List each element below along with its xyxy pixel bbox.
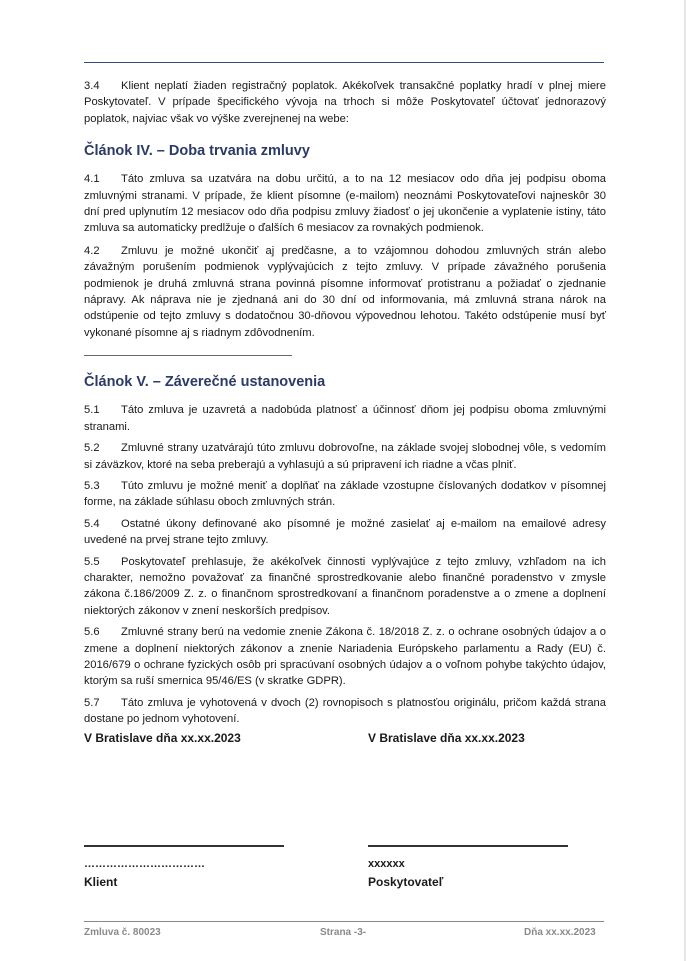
clause-text: Táto zmluva je uzavretá a nadobúda platnosť a účinnosť dňom jej podpisu oboma zmluvnými stranami. xyxy=(84,404,606,433)
clause-number: 5.6 xyxy=(84,626,100,639)
article-4-heading: Článok IV. – Doba trvania zmluvy xyxy=(84,143,310,160)
clause-text: Túto zmluvu je možné meniť a doplňať na základe vzostupne číslovaných dodatkov v písomnej forme, na základe súhlasu oboch zmluvných strán. xyxy=(84,479,606,509)
client-signature-line xyxy=(84,845,284,847)
clause-5-5 xyxy=(84,554,606,620)
clause-5-2 xyxy=(84,440,606,473)
footer-date: Dňa xx.xx.2023 xyxy=(524,927,596,938)
clause-number: 3.4 xyxy=(84,80,100,92)
clause-number: 5.4 xyxy=(84,517,100,530)
client-name: …………………………… xyxy=(84,858,205,870)
section-divider xyxy=(84,355,292,356)
clause-text: Zmluvné strany uzatvárajú túto zmluvu dobrovoľne, na základe svojej slobodnej vôle, s vedomím si záväzkov, ktoré na seba preberajú a vyhlasujú a sú pripravení ich riadne a včas plniť. xyxy=(84,442,606,471)
place-date-right: V Bratislave dňa xx.xx.2023 xyxy=(368,731,525,745)
clause-text: Zmluvu je možné ukončiť aj predčasne, a to vzájomnou dohodou zmluvných strán alebo závažným porušením podmienok vyplývajúcich z tejto zmluvy. V prípade závažného porušenia podmienok je druhá zmluvná strana povinná písomne informovať protistranu a požiadať o zjednanie nápravy. Ak náprava nie je zjednaná ani do 30 dní od informovania, má zmluvná strana nárok na odstúpenie od tejto zmluvy s dodatočnou 30-dňovou výpovednou lehotou. Takéto odstúpenie musí byť vykonané písomne aj s riadnym zdôvodnením. xyxy=(84,244,606,339)
provider-signature-line xyxy=(368,845,568,847)
provider-role: Poskytovateľ xyxy=(368,875,444,889)
footer-contract-number: Zmluva č. 80023 xyxy=(84,927,161,938)
clause-5-6 xyxy=(84,624,606,690)
clause-text: Klient neplatí žiaden registračný poplatok. Akékoľvek transakčné poplatky hradí v plnej miere Poskytovateľ. V prípade špecifického vývoja na trhoch si môže Poskytovateľ účtovať jednorazový poplatok, najviac však vo výške zverejnenej na webe: xyxy=(84,80,606,125)
clause-number: 5.3 xyxy=(84,479,100,492)
footer-page-number: Strana -3- xyxy=(320,927,367,938)
clause-number: 5.2 xyxy=(84,442,100,455)
clause-text: Ostatné úkony definované ako písomné je možné zasielať aj e-mailom na emailové adresy uvedené na prvej strane tejto zmluvy. xyxy=(84,517,606,547)
clause-number: 4.1 xyxy=(84,173,100,186)
footer-rule xyxy=(84,921,604,922)
clause-5-4 xyxy=(84,516,606,549)
provider-name: xxxxxx xyxy=(368,858,405,870)
clause-5-1 xyxy=(84,402,606,435)
clause-5-7 xyxy=(84,695,606,728)
clause-number: 4.2 xyxy=(84,244,100,257)
clause-text: Poskytovateľ prehlasuje, že akékoľvek činnosti vyplývajúce z tejto zmluvy, vzhľadom na ich charakter, nemožno považovať za finančné sprostredkovanie alebo finančné poradenstvo v zmysle zákona č.186/2009 Z. z. o finančnom sprostredkovaní a finančnom poradenstve a o zmene a doplnení niektorých zákonov v znení neskorších predpisov. xyxy=(84,555,606,617)
clause-number: 5.7 xyxy=(84,696,100,709)
article-5-heading: Článok V. – Záverečné ustanovenia xyxy=(84,374,326,391)
clause-number: 5.5 xyxy=(84,555,100,568)
header-rule xyxy=(84,62,604,63)
client-role: Klient xyxy=(84,875,118,889)
clause-4-1 xyxy=(84,171,606,237)
clause-number: 5.1 xyxy=(84,404,100,417)
place-date-left: V Bratislave dňa xx.xx.2023 xyxy=(84,731,241,745)
clause-text: Táto zmluva je vyhotovená v dvoch (2) rovnopisoch s platnosťou originálu, pričom každá strana dostane po jednom vyhotovení. xyxy=(84,696,606,726)
document-body xyxy=(84,78,606,728)
clause-text: Zmluvné strany berú na vedomie znenie Zákona č. 18/2018 Z. z. o ochrane osobných údajov a o zmene a doplnení niektorých zákonov a znenie Nariadenia Európskeho parlamentu a Rady (EU) č. 2016/679 o ochrane fyzických osôb pri spracúvaní osobných údajov a o voľnom pohybe takýchto údajov, ktorým sa ruší smernica 95/46/ES (v skratke GDPR). xyxy=(84,626,606,688)
clause-3-4 xyxy=(84,78,606,127)
clause-4-2 xyxy=(84,243,606,341)
clause-text: Táto zmluva sa uzatvára na dobu určitú, a to na 12 mesiacov odo dňa jej podpisu oboma zmluvnými stranami. V prípade, že klient písomne (e-mailom) neoznámi Poskytovateľovi najneskôr 30 dní pred uplynutím 12 mesiacov odo dňa podpisu zmluvy žiadosť o jej ukončenie a vyplatenie istiny, táto zmluva sa automaticky predlžuje o ďalších 6 mesiacov za rovnakých podmienok. xyxy=(84,173,606,235)
clause-5-3 xyxy=(84,478,606,511)
